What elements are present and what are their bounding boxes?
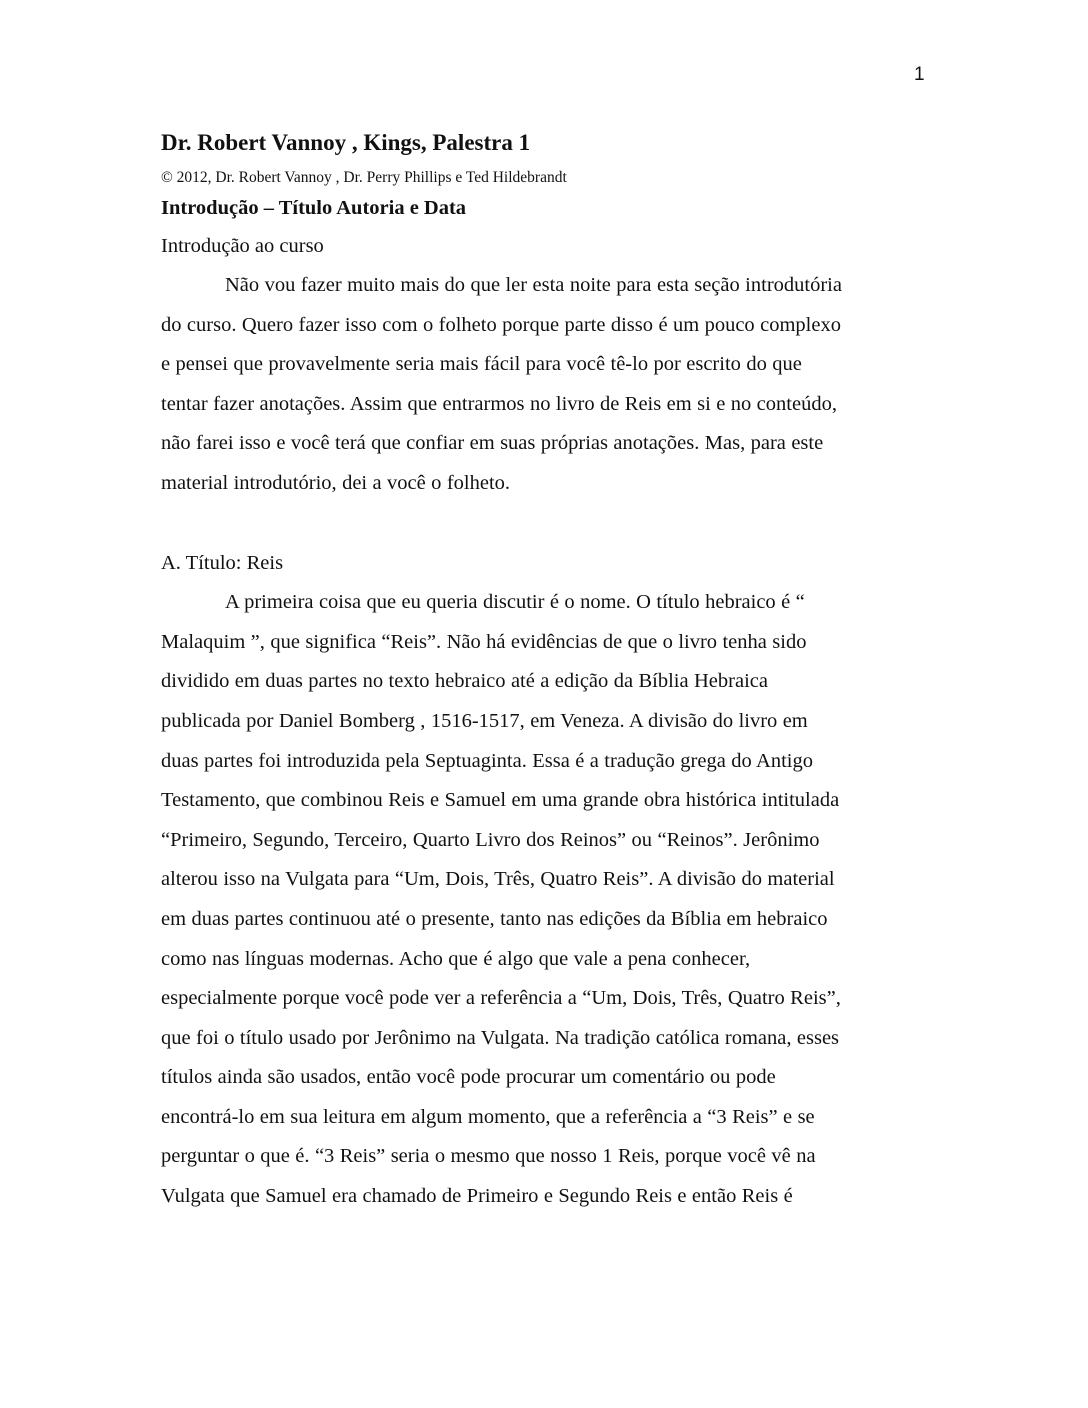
paragraph-line: alterou isso na Vulgata para “Um, Dois, Três, Quatro Reis”. A divisão do material	[161, 868, 835, 891]
paragraph-line: tentar fazer anotações. Assim que entrarmos no livro de Reis em si e no conteúdo,	[161, 392, 837, 415]
paragraph-line: Malaquim ”, que significa “Reis”. Não há evidências de que o livro tenha sido	[161, 630, 807, 653]
copyright-notice: © 2012, Dr. Robert Vannoy , Dr. Perry Phillips e Ted Hildebrandt	[161, 169, 567, 186]
document-title: Dr. Robert Vannoy , Kings, Palestra 1	[161, 130, 531, 155]
paragraph-line: dividido em duas partes no texto hebraico até a edição da Bíblia Hebraica	[161, 670, 768, 693]
paragraph-line: especialmente porque você pode ver a referência a “Um, Dois, Três, Quatro Reis”,	[161, 987, 841, 1010]
paragraph-line: perguntar o que é. “3 Reis” seria o mesmo que nosso 1 Reis, porque você vê na	[161, 1145, 816, 1168]
paragraph-line: Não vou fazer muito mais do que ler esta noite para esta seção introdutória	[225, 274, 842, 296]
paragraph-line: duas partes foi introduzida pela Septuaginta. Essa é a tradução grega do Antigo	[161, 749, 813, 772]
paragraph-line: Testamento, que combinou Reis e Samuel em uma grande obra histórica intitulada	[161, 789, 840, 812]
paragraph-line: não farei isso e você terá que confiar em suas próprias anotações. Mas, para este	[161, 432, 824, 455]
blank-line	[161, 504, 931, 544]
paragraph-line: A primeira coisa que eu queria discutir é o nome. O título hebraico é “	[225, 591, 805, 614]
intro-paragraph	[161, 266, 931, 504]
course-intro-subheading: Introdução ao curso	[161, 235, 324, 257]
section-a-label: A. Título: Reis	[161, 551, 284, 574]
paragraph-line: títulos ainda são usados, então você pode procurar um comentário ou pode	[161, 1066, 776, 1089]
paragraph-line: encontrá-lo em sua leitura em algum momento, que a referência a “3 Reis” e se	[161, 1105, 815, 1128]
paragraph-line: “Primeiro, Segundo, Terceiro, Quarto Livro dos Reinos” ou “Reinos”. Jerônimo	[161, 828, 820, 851]
paragraph-line: como nas línguas modernas. Acho que é algo que vale a pena conhecer,	[161, 947, 751, 970]
paragraph-line: Vulgata que Samuel era chamado de Primeiro e Segundo Reis e então Reis é	[161, 1185, 793, 1208]
paragraph-line: publicada por Daniel Bomberg , 1516-1517, em Veneza. A divisão do livro em	[161, 709, 808, 732]
paragraph-line: material introdutório, dei a você o folheto.	[161, 471, 511, 494]
document-body	[161, 126, 931, 1217]
section-heading: Introdução – Título Autoria e Data	[161, 197, 467, 219]
paragraph-line: que foi o título usado por Jerônimo na Vulgata. Na tradição católica romana, esses	[161, 1026, 840, 1049]
paragraph-line: e pensei que provavelmente seria mais fácil para você tê-lo por escrito do que	[161, 353, 802, 376]
section-a-paragraph	[161, 583, 931, 1217]
paragraph-line: em duas partes continuou até o presente, tanto nas edições da Bíblia em hebraico	[161, 907, 828, 930]
page-number: 1	[914, 64, 925, 85]
paragraph-line: do curso. Quero fazer isso com o folheto porque parte disso é um pouco complexo	[161, 313, 841, 336]
